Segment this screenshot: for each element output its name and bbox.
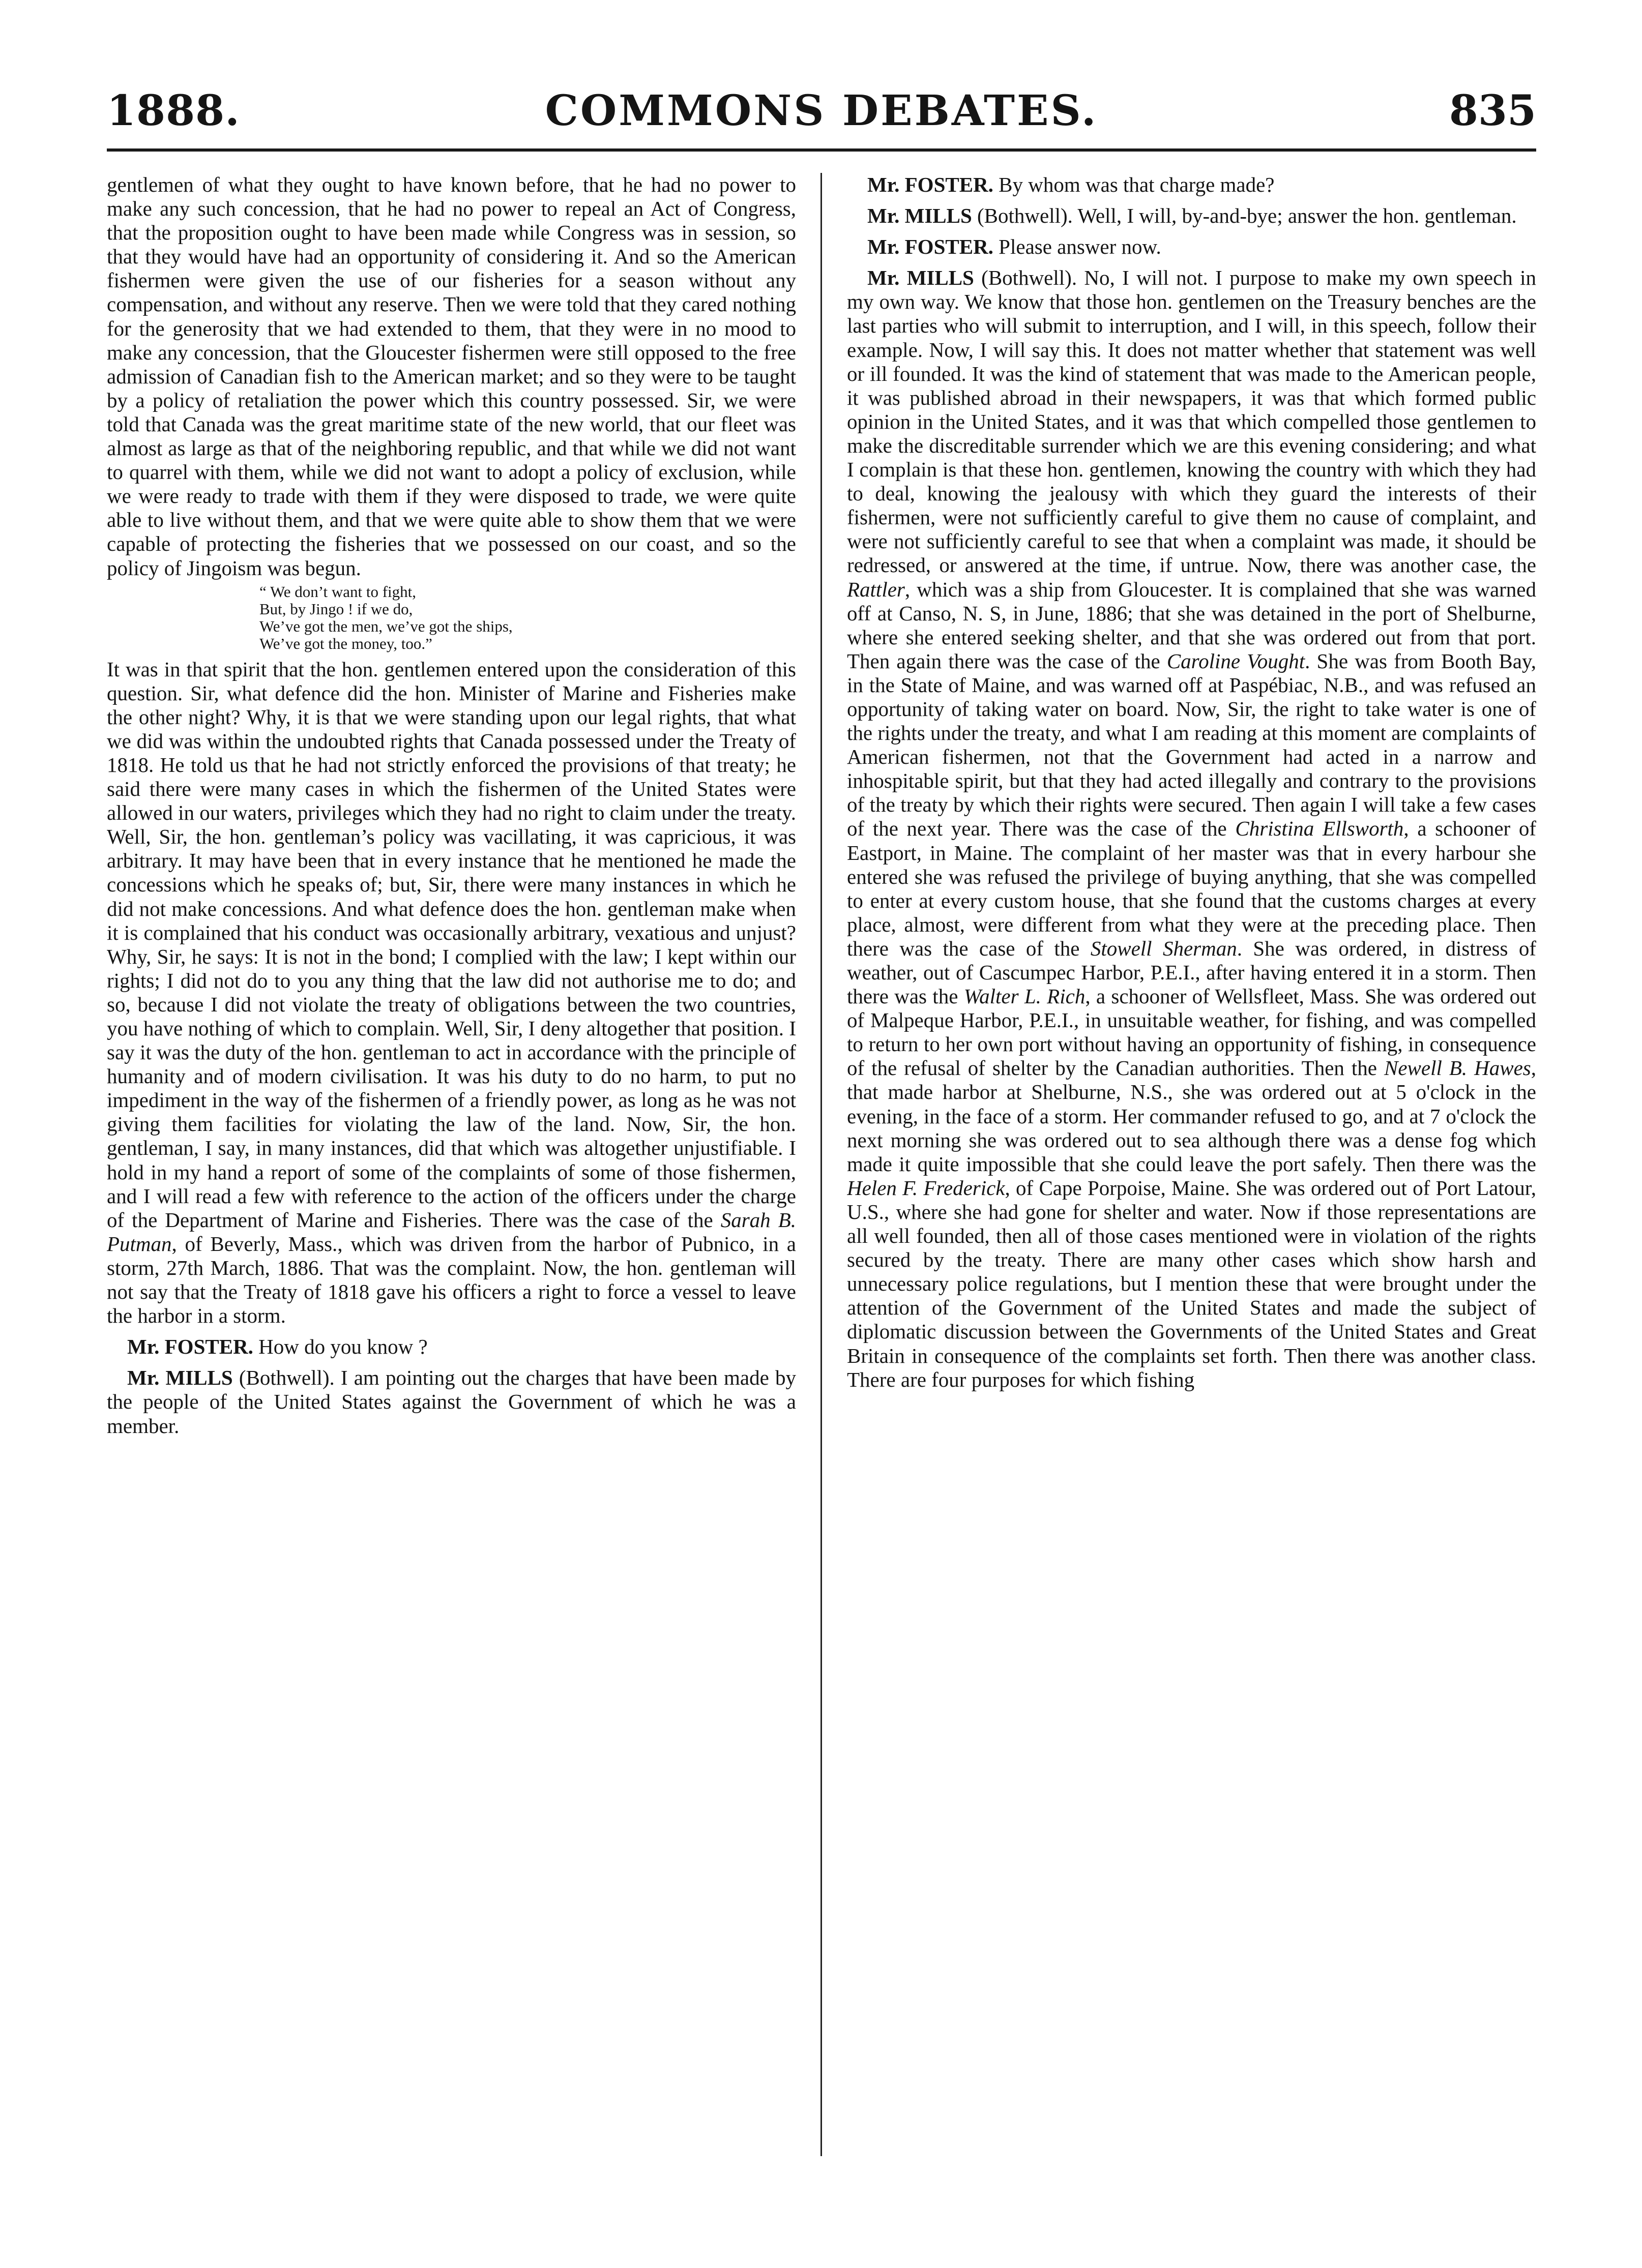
speech-text: Please answer now. [993, 235, 1161, 259]
speech-text: By whom was that charge made? [993, 173, 1275, 196]
verse-quote [259, 583, 796, 652]
speech-text: (Bothwell). No, I will not. I purpose to make my own speech in my own way. We know that those hon. gentlemen on the Treasury benches are the last parties who will submit to interruption, and I will, in this speech, follow their example. Now, I will say this. It does not matter whether that statement was well or ill founded. It was the kind of statement that was made to the American people, it was published abroad in their newspapers, it was that which formed public opinion in the United States, and it was that which compelled those gentlemen to make the discreditable surrender which we are this evening considering; and what I complain is that these hon. gentlemen, knowing the country with which they had to deal, knowing the jealousy with which they guard the interests of their fishermen, were not sufficiently careful to give them no cause of complaint, and were not sufficiently careful to see that when a complaint was made, it should be redressed, or answered at the time, if untrue. Now, there was another case, the [847, 266, 1536, 577]
speech-text: , which was a ship from Gloucester. It is complained that she was warned off at Canso, N. S, in June, 1886; that she was detained in the port of Shelburne, where she entered seeking shelter, and that she was ordered out from that port. Then again there was the case of the [847, 577, 1536, 673]
ship-name: Walter L. Rich [963, 984, 1086, 1008]
speaker-name: Mr. MILLS [127, 1366, 233, 1390]
header-rule [107, 148, 1536, 152]
column-divider [820, 173, 822, 2156]
paragraph-text: It was in that spirit that the hon. gentlemen entered upon the consideration of this question. Sir, what defence did the hon. Minister of Marine and Fisheries make the other night? Why, it is that we were standing upon our legal rights, that what we did was within the undoubted rights that Canada possessed under the Treaty of 1818. He told us that he had not strictly enforced the provisions of that treaty; he said there were many cases in which the fishermen of the United States were allowed in our waters, privileges which they had no right to claim under the treaty. Well, Sir, the hon. gentleman’s policy was vacillating, it was capricious, it was arbitrary. It may have been that in every instance that he mentioned he made the concessions which he speaks of; but, Sir, there were many instances in which he did not make concessions. And what defence does the hon. gentleman make when it is complained that his conduct was occasionally arbitrary, vexatious and unjust? Why, Sir, he says: It is not in the bond; I complied with the law; I kept within our rights; I did not do to you any thing that the law did not authorise me to do; and so, because I did not violate the treaty of obligations between the two countries, you have nothing of which to complain. Well, Sir, I deny altogether that position. I say it was the duty of the hon. gentleman to act in accordance with the principle of humanity and of modern civilisation. It was his duty to do no harm, to put no impediment in the way of the fishermen of a friendly power, as long as he was not giving them facilities for violating the law of the land. Now, Sir, the hon. gentleman, I say, in many instances, did that which was altogether unjustifiable. I hold in my hand a report of some of the complaints of some of those fishermen, and I will read a few with reference to the action of the officers under the charge of the Department of Marine and Fisheries. There was the case of the [107, 657, 796, 1232]
speaker-name: Mr. FOSTER. [127, 1335, 253, 1359]
verse-line: We’ve got the men, we’ve got the ships, [259, 617, 513, 635]
ship-name: Sarah B. Putman [107, 1208, 796, 1256]
verse-line: “ We don’t want to fight, [259, 582, 417, 601]
speech-paragraph [107, 1335, 796, 1359]
speaker-name: Mr. FOSTER. [867, 235, 993, 259]
speaker-name: Mr. MILLS [867, 204, 972, 228]
speech-paragraph [847, 266, 1536, 1391]
page-header [107, 86, 1536, 142]
ship-name: Newell B. Hawes [1384, 1056, 1531, 1080]
verse-line: We’ve got the money, too.” [259, 634, 432, 652]
speech-paragraph [107, 1366, 796, 1438]
speech-paragraph [847, 204, 1536, 228]
body-paragraph: gentlemen of what they ought to have known before, that he had no power to make any such concession, that he had no power to repeal an Act of Congress, that the proposition ought to have been made while Congress was in session, so that they would have had an opportunity of considering it. And so the American fishermen were given the use of our fisheries for a season without any compensation, and without any reserve. Then we were told that they cared nothing for the generosity that we had extended to them, that they were in no mood to make any concession, that the Gloucester fishermen were still opposed to the free admission of Canadian fish to the American market; and so they were to be taught by a policy of retaliation the power which this country possessed. Sir, we were told that Canada was the great maritime state of the new world, that our fleet was almost as large as that of the neighboring republic, and that while we did not want to quarrel with them, while we did not want to adopt a policy of exclusion, while we were ready to trade with them if they were disposed to trade, we were quite able to live without them, and that we were quite able to show them that we were capable of protecting the fisheries that we possessed on our coast, and so the policy of Jingoism was begun. [107, 173, 796, 580]
left-column [107, 173, 796, 2222]
speech-text: , a schooner of Wellsfleet, Mass. She was ordered out of Malpeque Harbor, P.E.I., in unsuitable weather, for fishing, and was compelled to return to her own port without having an opportunity of fishing, in consequence of the refusal of shelter by the Canadian authorities. Then the [847, 984, 1536, 1080]
speech-text: How do you know ? [253, 1335, 428, 1359]
ship-name: Helen F. Frederick [847, 1176, 1005, 1200]
speech-text: . She was ordered, in distress of weather, out of Cascumpec Harbor, P.E.I., after having entered it in a storm. Then there was the [847, 936, 1536, 1008]
ship-name: Christina Ellsworth [1235, 817, 1404, 841]
speech-paragraph [847, 173, 1536, 197]
speech-text: , a schooner of Eastport, in Maine. The complaint of her master was that in every harbour she entered she was refused the privilege of buying anything, that she was compelled to enter at every custom house, that she found that the customs charges at every place, almost, were different from what they were at the preceding place. Then there was the case of the [847, 817, 1536, 960]
speech-text: , of Cape Porpoise, Maine. She was ordered out of Port Latour, U.S., where she had gone for shelter and water. Now if those representations are all well founded, then all of those cases mentioned were in violation of the rights secured by the treaty. There are many other cases which show harsh and unnecessary police regulations, but I mention these that were brought under the attention of the Government of the United States and made the subject of diplomatic discussion between the Governments of the United States and Great Britain in consequence of the complaints set forth. Then there was another class. There are four purposes for which fishing [847, 1176, 1536, 1391]
ship-name: Stowell Sherman [1090, 936, 1237, 960]
running-title: COMMONS DEBATES. [545, 86, 1098, 135]
right-column [847, 173, 1536, 2222]
speech-text: , that made harbor at Shelburne, N.S., she was ordered out at 5 o'clock in the evening, in the face of a storm. Her commander refused to go, and at 7 o'clock the next morning she was ordered out to sea although there was a dense fog which made it quite impossible that she could leave the port safely. Then there was the [847, 1056, 1536, 1176]
speech-paragraph [847, 235, 1536, 259]
paragraph-text: , of Beverly, Mass., which was driven from the harbor of Pubnico, in a storm, 27th March, 1886. That was the complaint. Now, the hon. gentleman will not say that the Treaty of 1818 gave his officers a right to force a vessel to leave the harbor in a storm. [107, 1232, 796, 1328]
header-year: 1888. [107, 86, 240, 135]
speech-text: . She was from Booth Bay, in the State of Maine, and was warned off at Paspébiac, N.B., and was refused an opportunity of taking water on board. Now, Sir, the right to take water is one of the rights under the treaty, and what I am reading at this moment are complaints of American fishermen, not that the Government had acted in a narrow and inhospitable spirit, but that they had acted illegally and contrary to the provisions of the treaty by which their rights were secured. Then again I will take a few cases of the next year. There was the case of the [847, 649, 1536, 841]
ship-name: Caroline Vought [1166, 649, 1305, 673]
body-paragraph [107, 658, 796, 1328]
speech-text: (Bothwell). I am pointing out the charges that have been made by the people of the United States against the Government of which he was a member. [107, 1366, 796, 1438]
speech-text: (Bothwell). Well, I will, by-and-bye; answer the hon. gentleman. [972, 204, 1517, 228]
ship-name: Rattler [847, 577, 905, 601]
page [107, 86, 1536, 2222]
speaker-name: Mr. FOSTER. [867, 173, 993, 196]
page-number: 835 [1449, 86, 1536, 135]
verse-line: But, by Jingo ! if we do, [259, 600, 413, 618]
speaker-name: Mr. MILLS [867, 266, 974, 290]
